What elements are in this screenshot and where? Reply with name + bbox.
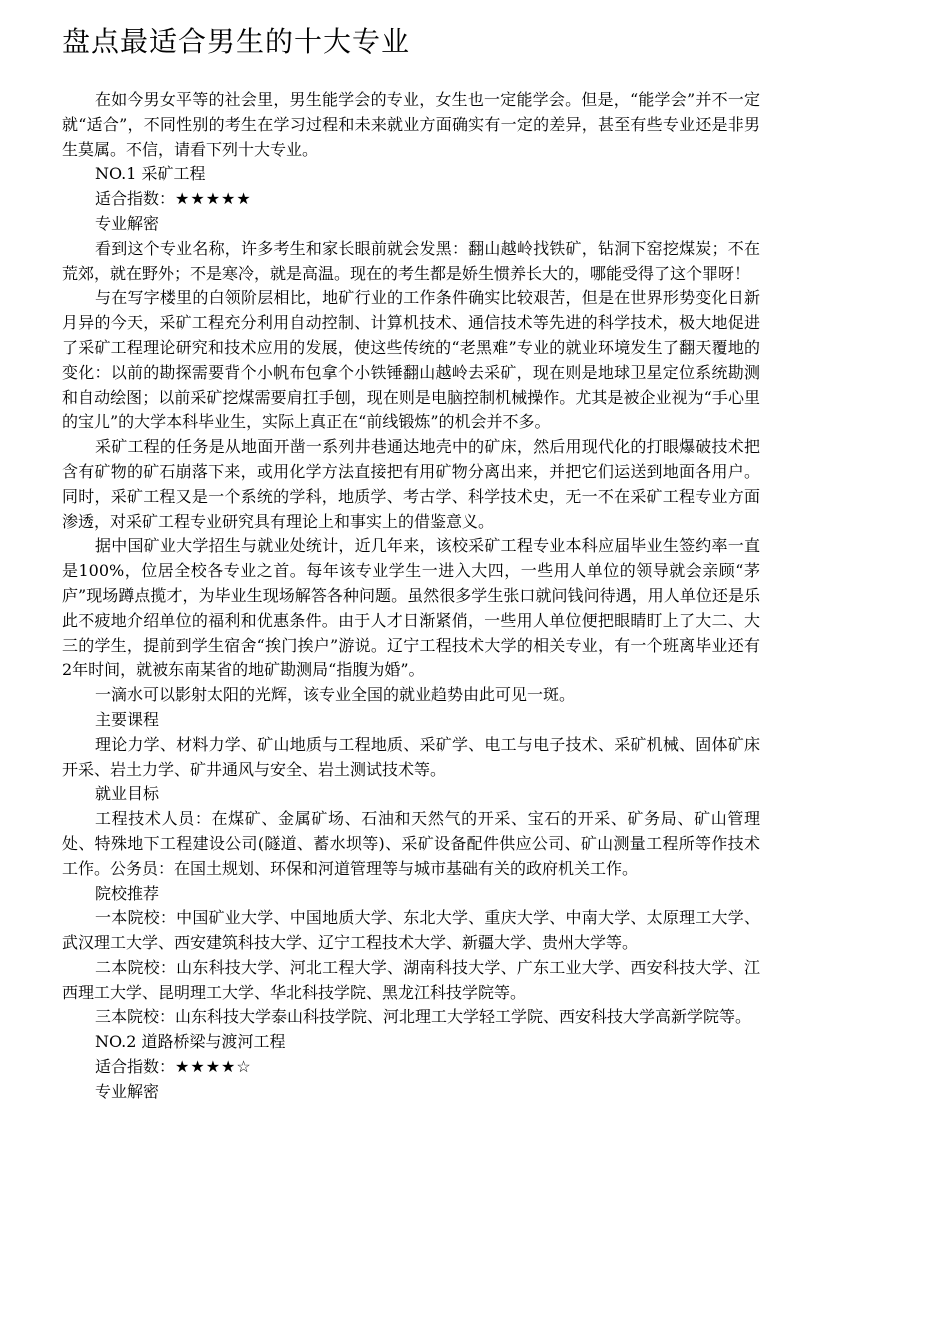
document-title: 盘点最适合男生的十大专业 [62, 25, 411, 58]
section-1-courses-label: 主要课程 [95, 709, 160, 729]
section-1-schools-tier-1: 一本院校：中国矿业大学、中国地质大学、东北大学、重庆大学、中南大学、太原理工大学、武汉理工大学、西安建筑科技大学、辽宁工程技术大学、新疆大学、贵州大学等。 [62, 908, 760, 953]
fit-index-label: 适合指数： [95, 1057, 176, 1077]
section-1-analysis-paragraph: 与在写字楼里的白领阶层相比，地矿行业的工作条件确实比较艰苦，但是在世界形势变化日新月异的今天，采矿工程充分利用自动控制、计算机技术、通信技术等先进的科学技术，极大地促进了采矿工程理论研究和技术应用的发展，使这些传统的“老黑难”专业的就业环境发生了翻天覆地的变化：以前的勘探需要背个小帆布包拿个小铁锤翻山越岭去采矿，现在则是地球卫星定位系统勘测和自动绘图；以前采矿挖煤需要肩扛手刨，现在则是电脑控制机械操作。尤其是被企业视为“手心里的宝儿”的大学本科毕业生，实际上真正在“前线锻炼”的机会并不多。 [62, 288, 760, 432]
section-1-analysis-label: 专业解密 [95, 213, 160, 233]
section-1-analysis-paragraph: 看到这个专业名称，许多考生和家长眼前就会发黑：翻山越岭找铁矿，钻洞下窑挖煤炭；不在荒郊，就在野外；不是寒冷，就是高温。现在的考生都是娇生惯养长大的，哪能受得了这个罪呀！ [62, 238, 760, 283]
section-1-schools-tier-2: 二本院校：山东科技大学、河北工程大学、湖南科技大学、广东工业大学、西安科技大学、江西理工大学、昆明理工大学、华北科技学院、黑龙江科技学院等。 [62, 957, 760, 1002]
section-1-career-label: 就业目标 [95, 784, 160, 804]
section-1-analysis-paragraph: 采矿工程的任务是从地面开凿一系列井巷通达地壳中的矿床，然后用现代化的打眼爆破技术把含有矿物的矿石崩落下来，或用化学方法直接把有用矿物分离出来，并把它们运送到地面各用户。同时，采矿工程又是一个系统的学科，地质学、考古学、科学技术史，无一不在采矿工程专业方面渗透，对采矿工程专业研究具有理论上和事实上的借鉴意义。 [62, 437, 760, 531]
fit-stars: ★★★★☆ [175, 1057, 252, 1077]
section-2-fit-index [62, 1055, 760, 1080]
section-1-schools-tier-3: 三本院校：山东科技大学泰山科技学院、河北理工大学轻工学院、西安科技大学高新学院等。 [95, 1007, 752, 1027]
section-2-analysis-label: 专业解密 [95, 1081, 160, 1101]
section-1-analysis-paragraph: 一滴水可以影射太阳的光辉，该专业全国的就业趋势由此可见一斑。 [95, 685, 576, 705]
document-page [62, 22, 760, 1105]
section-1-analysis-paragraph: 据中国矿业大学招生与就业处统计，近几年来，该校采矿工程专业本科应届毕业生签约率一直是100%，位居全校各专业之首。每年该专业学生一进入大四，一些用人单位的领导就会亲顾“茅庐”现场蹲点揽才，为毕业生现场解答各种问题。虽然很多学生张口就问钱问待遇，用人单位还是乐此不疲地介绍单位的福利和优惠条件。由于人才日渐紧俏，一些用人单位便把眼睛盯上了大二、大三的学生，提前到学生宿舍“挨门挨户”游说。辽宁工程技术大学的相关专业，有一个班离毕业还有2年时间，就被东南某省的地矿勘测局“指腹为婚”。 [62, 536, 760, 680]
section-1-schools-label: 院校推荐 [95, 883, 160, 903]
section-1-career: 工程技术人员：在煤矿、金属矿场、石油和天然气的开采、宝石的开采、矿务局、矿山管理处、特殊地下工程建设公司(隧道、蓄水坝等)、采矿设备配件供应公司、矿山测量工程所等作技术工作。公务员：在国土规划、环保和河道管理等与城市基础有关的政府机关工作。 [62, 809, 760, 878]
section-1-courses: 理论力学、材料力学、矿山地质与工程地质、采矿学、电工与电子技术、采矿机械、固体矿床开采、岩土力学、矿井通风与安全、岩土测试技术等。 [62, 734, 760, 779]
section-1-heading: NO.1 采矿工程 [95, 164, 206, 184]
fit-index-label: 适合指数： [95, 189, 176, 209]
intro-paragraph: 在如今男女平等的社会里，男生能学会的专业，女生也一定能学会。但是，“能学会”并不一定就“适合”，不同性别的考生在学习过程和未来就业方面确实有一定的差异，甚至有些专业还是非男生莫属。不信，请看下列十大专业。 [62, 90, 760, 159]
fit-stars: ★★★★★ [175, 189, 252, 209]
section-1-fit-index [62, 187, 760, 212]
section-2-heading: NO.2 道路桥梁与渡河工程 [95, 1032, 286, 1052]
